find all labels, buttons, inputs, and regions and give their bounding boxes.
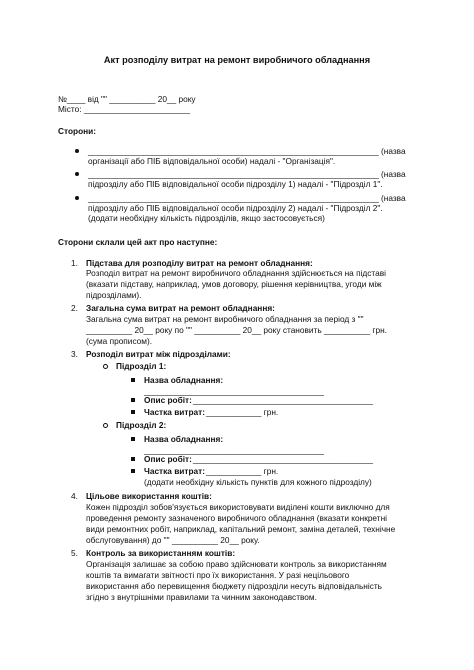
section-1-title: Підстава для розподілу витрат на ремонт обладнання: bbox=[86, 258, 313, 268]
section-5-text: використання або перевищення бюджету підрозділи несуть відповідальність bbox=[86, 581, 382, 591]
section-2-number: 2. bbox=[71, 303, 78, 313]
section-2-text: (сума прописом). bbox=[86, 336, 153, 346]
square-bullet-icon bbox=[131, 410, 135, 414]
parties-heading: Сторони: bbox=[58, 126, 97, 136]
section-4-text: Кожен підрозділ зобов'язується використовувати виділені кошти виключно для bbox=[86, 502, 390, 512]
party-2-line1: _______________________________________________________________ (назва bbox=[88, 169, 406, 179]
section-4-number: 4. bbox=[71, 491, 78, 501]
square-bullet-icon bbox=[131, 457, 135, 461]
section-1-number: 1. bbox=[71, 258, 78, 268]
section-2-text: Загальна сума витрат на ремонт виробничого обладнання за період з "" bbox=[86, 314, 364, 324]
bullet-icon bbox=[75, 172, 79, 176]
subdivision-2-share-blank: ____________ грн. bbox=[206, 466, 279, 476]
section-1-text: (вказати підставу, наприклад, умов договору, рішення керівництва, угоди між bbox=[86, 279, 382, 289]
subdivision-2-equipment-blank: _______________________________________ bbox=[144, 445, 324, 455]
party-1-line2: організації або ПІБ відповідальної особи) надалі - "Організація". bbox=[88, 156, 336, 166]
subdivision-2-equipment-label: Назва обладнання: bbox=[144, 434, 224, 444]
subdivision-1-works-blank: _______________________________________ bbox=[193, 395, 373, 405]
section-4-text: проведення ремонту зазначеного виробничого обладнання (вказати конкретні bbox=[86, 513, 387, 523]
section-4-title: Цільове використання коштів: bbox=[86, 491, 212, 501]
bullet-icon bbox=[75, 196, 79, 200]
subdivision-2-works-blank: _______________________________________ bbox=[193, 454, 373, 464]
square-bullet-icon bbox=[131, 378, 135, 382]
section-5-text: згідно з внутрішніми правилами та чинним законодавством. bbox=[86, 592, 317, 602]
section-2-text: __________ 20__ року по "" __________ 20__ року становить __________ грн. bbox=[86, 325, 387, 335]
circle-bullet-icon bbox=[103, 364, 108, 369]
subdivision-1-works-label: Опис робіт: bbox=[144, 395, 192, 405]
party-3-line3: (додати необхідну кількість підрозділів, якщо застосовується) bbox=[88, 213, 325, 223]
section-2-title: Загальна сума витрат на ремонт обладнання: bbox=[86, 303, 275, 313]
section-1-text: підрозділами). bbox=[86, 290, 142, 300]
subdivision-2-share-label: Частка витрат: bbox=[144, 466, 205, 476]
section-5-title: Контроль за використанням коштів: bbox=[86, 548, 236, 558]
section-5-text: Організація залишає за собою право здійснювати контроль за використанням bbox=[86, 559, 387, 569]
party-3-line1: _______________________________________________________________ (назва bbox=[88, 193, 406, 203]
number-date-line: №____ від "" __________ 20__ року bbox=[58, 94, 196, 104]
section-3-title: Розподіл витрат між підрозділами: bbox=[86, 349, 231, 359]
subdivision-2-name: Підрозділ 2: bbox=[116, 420, 167, 430]
section-4-text: обслуговування) до "" __________ 20__ року. bbox=[86, 535, 260, 545]
section-5-number: 5. bbox=[71, 548, 78, 558]
party-3-line2: підрозділу або ПІБ відповідальної особи підрозділу 2) надалі - "Підрозділ 2". bbox=[88, 203, 383, 213]
subdivision-note: (додати необхідну кількість пунктів для кожного підрозділу) bbox=[144, 477, 372, 487]
circle-bullet-icon bbox=[103, 423, 108, 428]
square-bullet-icon bbox=[131, 398, 135, 402]
subdivision-1-share-label: Частка витрат: bbox=[144, 407, 205, 417]
section-4-text: види ремонтних робіт, наприклад, капітальний ремонт, заміна деталей, технічне bbox=[86, 524, 396, 534]
document-title: Акт розподілу витрат на ремонт виробничого обладнання bbox=[103, 55, 371, 65]
agreement-heading: Сторони склали цей акт про наступне: bbox=[58, 237, 218, 247]
section-5-text: коштів та вимагати звітності про їх використання. У разі нецільового bbox=[86, 570, 350, 580]
subdivision-1-equipment-label: Назва обладнання: bbox=[144, 375, 224, 385]
party-2-line2: підрозділу або ПІБ відповідальної особи підрозділу 1) надалі - "Підрозділ 1". bbox=[88, 179, 383, 189]
subdivision-1-share-blank: ____________ грн. bbox=[206, 407, 279, 417]
square-bullet-icon bbox=[131, 437, 135, 441]
bullet-icon bbox=[75, 149, 79, 153]
party-1-line1: _______________________________________________________________ (назва bbox=[88, 146, 406, 156]
subdivision-1-equipment-blank: _______________________________________ bbox=[144, 386, 324, 396]
section-1-text: Розподіл витрат на ремонт виробничого обладнання здійснюється на підставі bbox=[86, 268, 386, 278]
subdivision-1-name: Підрозділ 1: bbox=[116, 361, 167, 371]
subdivision-2-works-label: Опис робіт: bbox=[144, 454, 192, 464]
city-line: Місто: _______________________ bbox=[58, 104, 190, 114]
square-bullet-icon bbox=[131, 469, 135, 473]
section-3-number: 3. bbox=[71, 349, 78, 359]
